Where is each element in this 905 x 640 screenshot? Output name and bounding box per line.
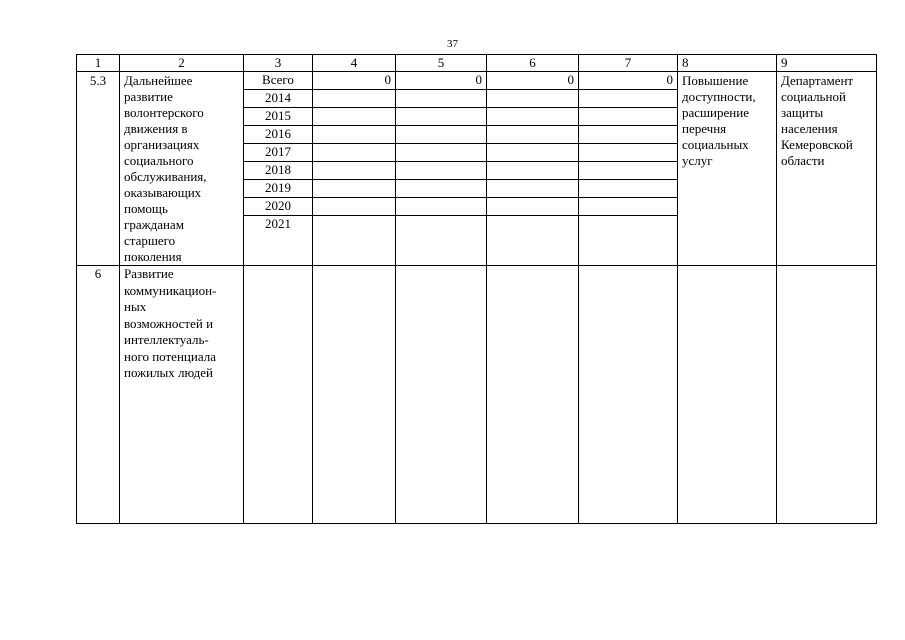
col-header-1: 1 [77,55,120,72]
page-number: 37 [447,38,458,50]
col-header-9: 9 [777,55,877,72]
year-label: 2018 [244,162,313,180]
total-value: 0 [487,72,579,90]
total-value: 0 [313,72,396,90]
expected-result: Повышение доступности, расширение перечня социальных услуг [678,72,777,266]
year-label: 2021 [244,216,313,266]
col-header-3: 3 [244,55,313,72]
year-label: 2016 [244,126,313,144]
year-label: 2019 [244,180,313,198]
col-header-4: 4 [313,55,396,72]
col-header-6: 6 [487,55,579,72]
row-number: 5.3 [77,72,120,266]
total-value: 0 [579,72,678,90]
executor: Департамент социальной защиты населения Кемеровской области [777,72,877,266]
col-header-2: 2 [120,55,244,72]
year-label: 2014 [244,90,313,108]
total-label: Всего [244,72,313,90]
col-header-5: 5 [396,55,487,72]
activity-name: Дальнейшее развитие волонтерского движения в организациях социального обслуживания, оказывающих помощь гражданам старшего поколения [120,72,244,266]
table-row [77,72,877,90]
col-header-7: 7 [579,55,678,72]
year-label: 2020 [244,198,313,216]
header-row [77,55,877,72]
activity-name: Развитие коммуникацион- ных возможностей и интеллектуаль- ного потенциала пожилых людей [120,266,244,524]
year-label: 2015 [244,108,313,126]
row-number: 6 [77,266,120,524]
col-header-8: 8 [678,55,777,72]
table-row [77,266,877,524]
year-label: 2017 [244,144,313,162]
total-value: 0 [396,72,487,90]
program-table [76,54,877,524]
